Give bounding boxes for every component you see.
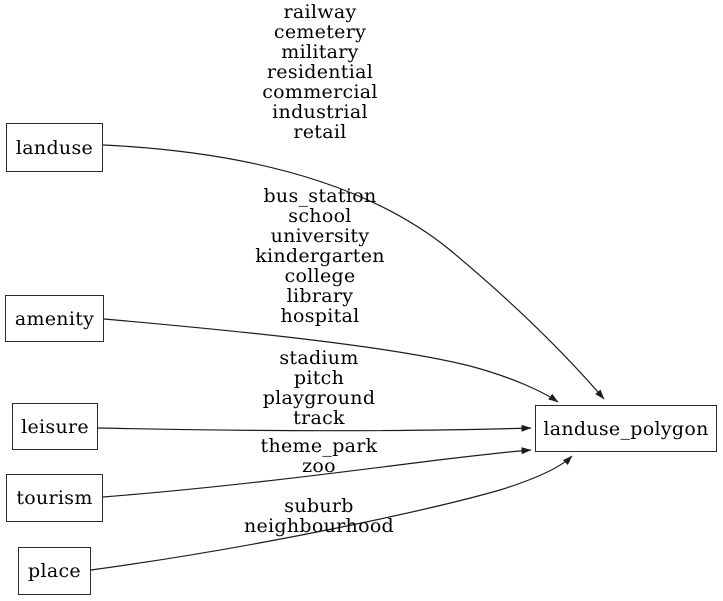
edge-label-line: suburb bbox=[284, 495, 354, 517]
node-place bbox=[18, 547, 91, 595]
edge-label-line: cemetery bbox=[273, 21, 367, 43]
edge-label-line: theme_park bbox=[260, 435, 378, 457]
node-label: leisure bbox=[21, 415, 89, 438]
edge-label-line: industrial bbox=[272, 101, 368, 123]
edge-label-line: bus_station bbox=[263, 185, 377, 207]
edge-label-line: stadium bbox=[279, 347, 359, 369]
node-label: amenity bbox=[14, 307, 95, 330]
edge-label-line: playground bbox=[262, 387, 376, 409]
edge-label-line: hospital bbox=[280, 305, 360, 327]
node-tourism bbox=[6, 474, 103, 522]
edge-label-line: library bbox=[286, 285, 354, 307]
edge-label-landuse bbox=[262, 2, 378, 142]
edge-label-place bbox=[244, 496, 394, 536]
edge-label-line: retail bbox=[293, 121, 347, 143]
node-label: place bbox=[28, 560, 81, 582]
edge-label-line: pitch bbox=[293, 367, 345, 389]
node-landuse_polygon bbox=[535, 405, 717, 452]
node-label: tourism bbox=[16, 487, 93, 509]
node-label: landuse bbox=[15, 136, 94, 159]
node-leisure bbox=[12, 403, 98, 450]
edge-label-line: zoo bbox=[302, 455, 336, 477]
edge-label-line: commercial bbox=[262, 81, 378, 103]
edge-label-leisure bbox=[263, 348, 376, 428]
edge-label-line: neighbourhood bbox=[243, 515, 395, 537]
edge-label-line: university bbox=[270, 225, 370, 247]
node-label: landuse_polygon bbox=[543, 417, 709, 440]
edge-label-line: kindergarten bbox=[255, 245, 385, 267]
edge-label-amenity bbox=[255, 186, 385, 326]
node-amenity bbox=[5, 295, 104, 342]
node-landuse bbox=[6, 123, 103, 172]
edge-label-tourism bbox=[261, 436, 378, 476]
edge-label-line: railway bbox=[283, 1, 357, 23]
edge-label-line: track bbox=[293, 407, 345, 429]
edge-label-line: college bbox=[284, 265, 356, 287]
edge-label-line: school bbox=[288, 205, 352, 227]
edge-label-line: residential bbox=[266, 61, 374, 83]
edge-label-line: military bbox=[281, 41, 359, 63]
